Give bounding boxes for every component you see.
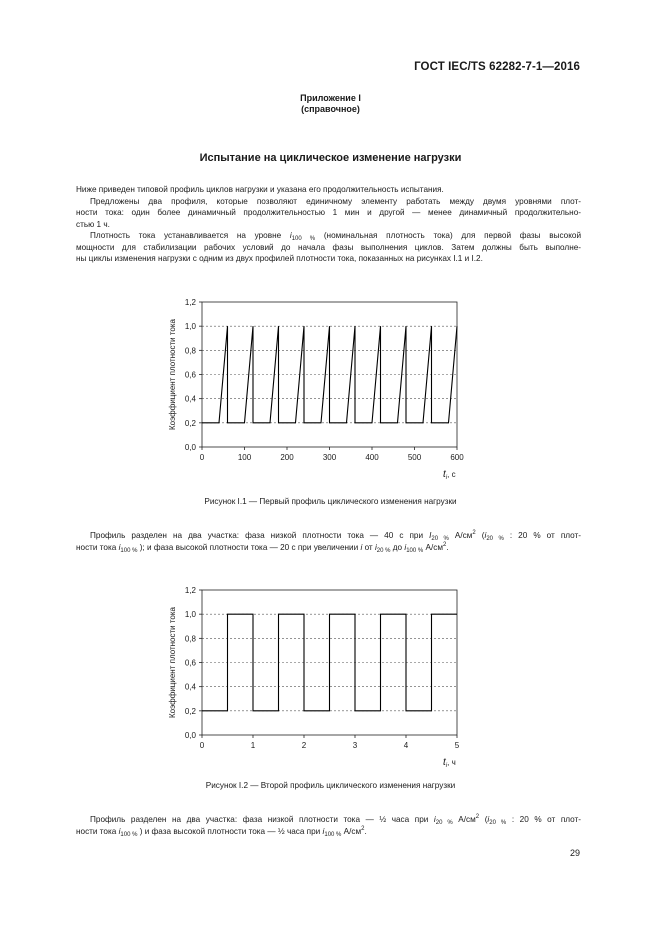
fig1-ytick-label: 0,2: [184, 418, 196, 428]
profile1-line2: ности тока $i_{100 \%}$ ); и фаза высокой плотности тока — 20 с при увеличении i от $i_{20 \%}$ до $i_{100 \%}$ $А/см^2$.: [76, 541, 449, 554]
fig2-xtick-label: 1: [250, 741, 256, 750]
intro-p2-line2: ности тока: один более динамичный продолжительностью 1 мин и другой — менее динамичный продолжительно-: [76, 208, 581, 217]
intro-p2-line1: Предложены два профиля, которые позволяют единичному элементу работать между двумя уровнями плот-: [90, 196, 581, 206]
fig1-xtick-label: 500: [407, 453, 422, 462]
chart-figure-2: [150, 580, 480, 770]
standard-header: ГОСТ IEC/TS 62282-7-1—2016: [414, 61, 580, 73]
fig1-ytick-label: 1,2: [184, 298, 196, 307]
profile1-line1: Профиль разделен на два участка: фаза низкой плотности тока — 40 с при $I_{20 \%}$ $А/см^2$ ($i_{20 \%}$ : 20 % от плот-: [90, 530, 581, 542]
fig2-xtick-label: 2: [301, 741, 307, 750]
fig2-ytick-label: 0,4: [184, 682, 196, 692]
intro-p3-line1: Плотность тока устанавливается на уровне $i_{100 \%}$ (номинальная плотность тока) для первой фазы высокой: [90, 231, 582, 242]
fig1-xtick-label: 0: [199, 453, 205, 462]
fig2-ytick-label: 0,2: [184, 706, 196, 716]
fig2-ytick-label: 1,2: [184, 586, 196, 595]
fig2-ylabel: Коэффициент плотности тока: [168, 606, 177, 719]
fig1-ytick-label: 1,0: [184, 322, 196, 332]
profile2-text: [76, 814, 581, 837]
fig2-xtick-label: 3: [352, 741, 358, 750]
section-title: Испытание на циклическое изменение нагрузки: [199, 152, 462, 164]
fig2-xlabel: $t_i$, ч: [443, 757, 456, 769]
intro-p3-line3: ны циклы изменения нагрузки с одним из двух профилей плотности тока, показанных на рисунках I.1 и I.2.: [76, 254, 483, 263]
fig1-xlabel: $t_i$, с: [443, 469, 456, 481]
profile1-text: [76, 530, 581, 553]
fig2-ytick-label: 0,8: [184, 634, 196, 644]
fig1-xtick-label: 600: [450, 453, 464, 462]
fig2-xtick-label: 5: [454, 741, 460, 750]
profile2-line1: Профиль разделен на два участка: фаза низкой плотности тока — ½ часа при $i_{20 \%}$ $А/см^2$ ($i_{20 \%}$ : 20 % от плот-: [90, 814, 582, 826]
fig1-xtick-label: 100: [237, 453, 252, 462]
fig1-ytick-label: 0,6: [184, 370, 196, 380]
fig1-ylabel: Коэффициент плотности тока: [168, 318, 177, 431]
fig2-ytick-label: 1,0: [184, 610, 196, 620]
fig2-ytick-label: 0,6: [184, 658, 196, 668]
intro-text: [76, 184, 581, 265]
figure-2-caption: Рисунок I.2 — Второй профиль циклического изменения нагрузки: [205, 781, 456, 790]
fig2-ytick-label: 0,0: [184, 731, 196, 740]
page-number: 29: [569, 848, 580, 858]
fig1-xtick-label: 200: [280, 453, 294, 462]
fig1-xtick-label: 400: [365, 453, 379, 462]
chart-figure-1: [150, 292, 480, 482]
fig2-xtick-label: 0: [199, 741, 205, 750]
fig1-ytick-label: 0,8: [184, 346, 196, 356]
fig1-ytick-label: 0,0: [184, 443, 196, 452]
appendix-subtitle: (справочное): [301, 104, 360, 114]
intro-p1: Ниже приведен типовой профиль циклов нагрузки и указана его продолжительность испытания.: [76, 185, 444, 194]
fig1-ytick-label: 0,4: [184, 394, 196, 404]
fig2-xtick-label: 4: [403, 741, 409, 750]
intro-p2-line3: стью 1 ч.: [76, 219, 110, 229]
appendix-title: Приложение I: [300, 93, 361, 103]
intro-p3-line2: мощности для стабилизации рабочих условий до начала фазы выполнения циклов. Затем должны быть выполне-: [76, 242, 581, 252]
figure-1-caption: Рисунок I.1 — Первый профиль циклического изменения нагрузки: [204, 497, 457, 506]
fig1-xtick-label: 300: [322, 453, 337, 462]
profile2-line2: ности тока $i_{100 \%}$ ) и фаза высокой плотности тока — ½ часа при $i_{100 \%}$ $А/см^2$.: [76, 825, 367, 838]
